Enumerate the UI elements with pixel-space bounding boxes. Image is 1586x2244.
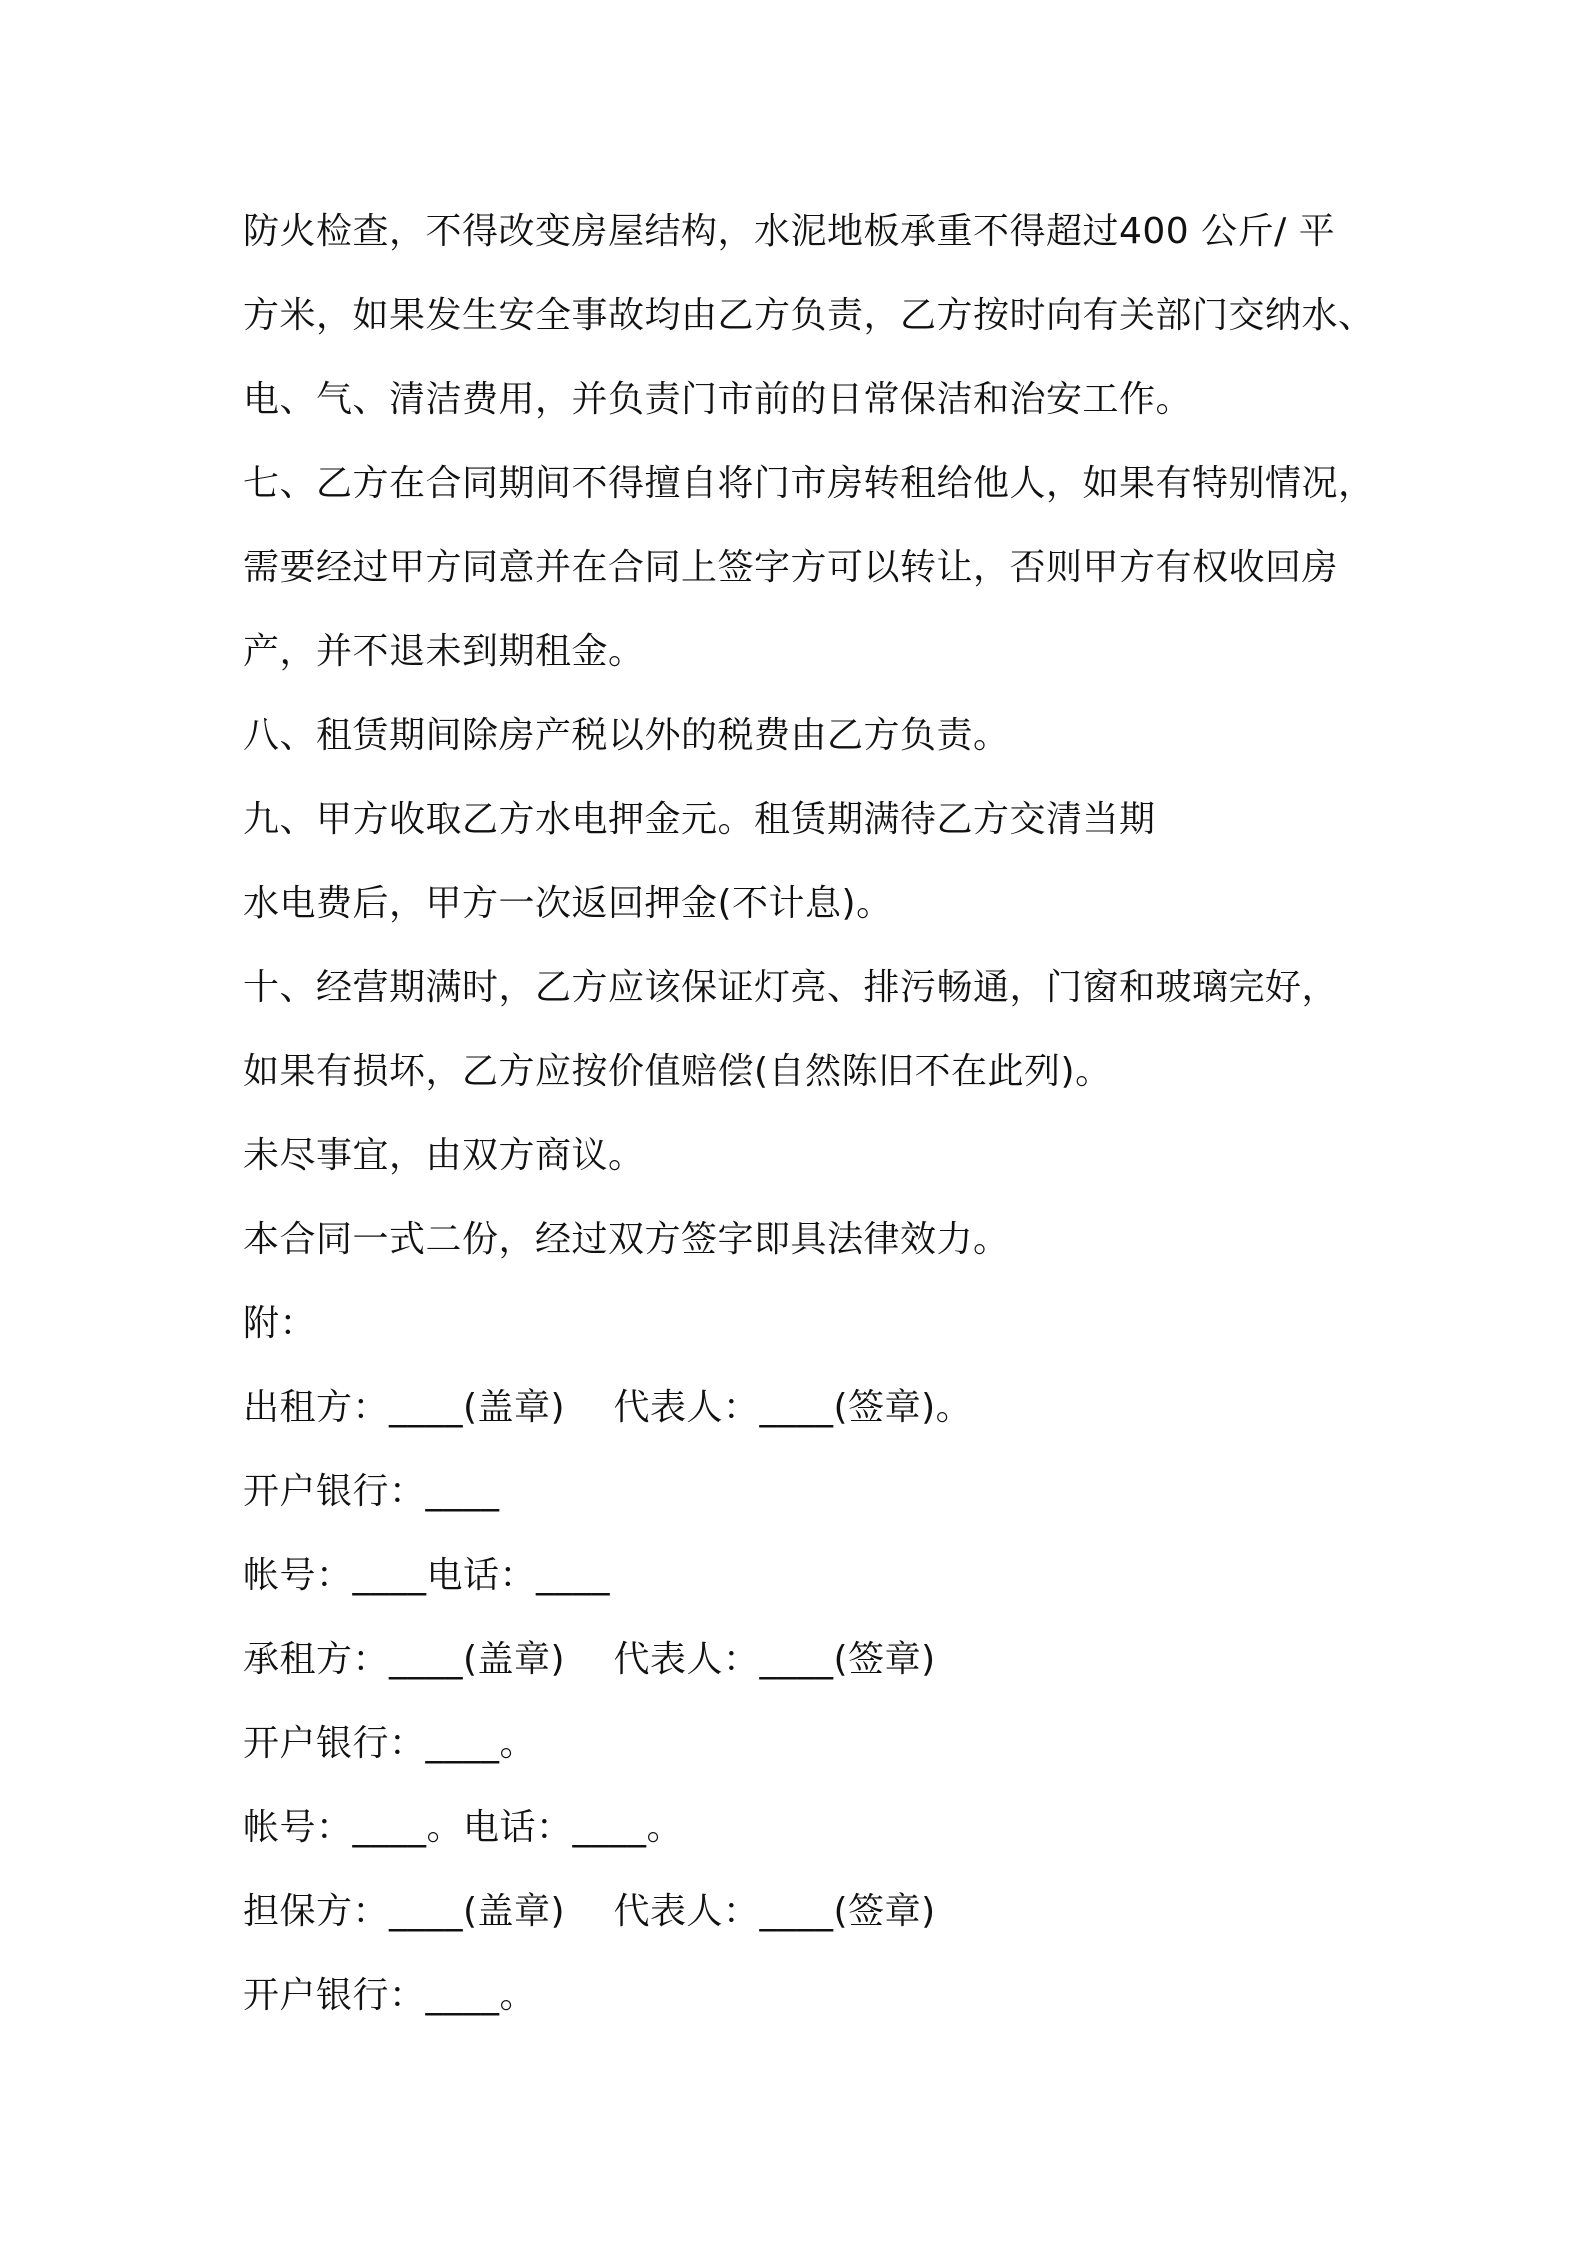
appendix-label: 附：: [243, 1303, 317, 1344]
lessee-signature-line: 承租方：____(盖章) 代表人：____(签章): [243, 1639, 936, 1680]
lessor-bank-line: 开户银行：____: [243, 1471, 500, 1512]
clause-seven-line-2: 需要经过甲方同意并在合同上签字方可以转让，否则甲方有权收回房: [243, 547, 1339, 588]
lessor-account-phone-line: 帐号：____电话：____: [243, 1555, 611, 1596]
paragraph-line-cleaning: 电、气、清洁费用，并负责门市前的日常保洁和治安工作。: [243, 379, 1193, 420]
clause-nine-line-1: 九、甲方收取乙方水电押金元。租赁期满待乙方交清当期: [243, 799, 1156, 840]
clause-eight: 八、租赁期间除房产税以外的税费由乙方负责。: [243, 715, 1010, 756]
clause-ten-line-2: 如果有损坏，乙方应按价值赔偿(自然陈旧不在此列)。: [243, 1051, 1112, 1092]
guarantor-signature-line: 担保方：____(盖章) 代表人：____(签章): [243, 1891, 936, 1932]
paragraph-line-fire-safety: 防火检查，不得改变房屋结构，水泥地板承重不得超过400 公斤/ 平: [243, 211, 1336, 252]
lessee-account-phone-line: 帐号：____。电话：____。: [243, 1807, 684, 1848]
lessor-signature-line: 出租方：____(盖章) 代表人：____(签章)。: [243, 1387, 973, 1428]
clause-nine-line-2: 水电费后，甲方一次返回押金(不计息)。: [243, 883, 893, 924]
clause-seven-line-1: 七、乙方在合同期间不得擅自将门市房转租给他人，如果有特别情况，: [243, 463, 1375, 504]
contract-copies: 本合同一式二份，经过双方签字即具法律效力。: [243, 1219, 1010, 1260]
paragraph-line-utilities: 方米，如果发生安全事故均由乙方负责，乙方按时向有关部门交纳水、: [243, 295, 1375, 336]
unresolved-matters: 未尽事宜，由双方商议。: [243, 1135, 645, 1176]
clause-ten-line-1: 十、经营期满时，乙方应该保证灯亮、排污畅通，门窗和玻璃完好，: [243, 967, 1339, 1008]
guarantor-bank-line: 开户银行：____。: [243, 1975, 537, 2016]
clause-seven-line-3: 产，并不退未到期租金。: [243, 631, 645, 672]
lessee-bank-line: 开户银行：____。: [243, 1723, 537, 1764]
